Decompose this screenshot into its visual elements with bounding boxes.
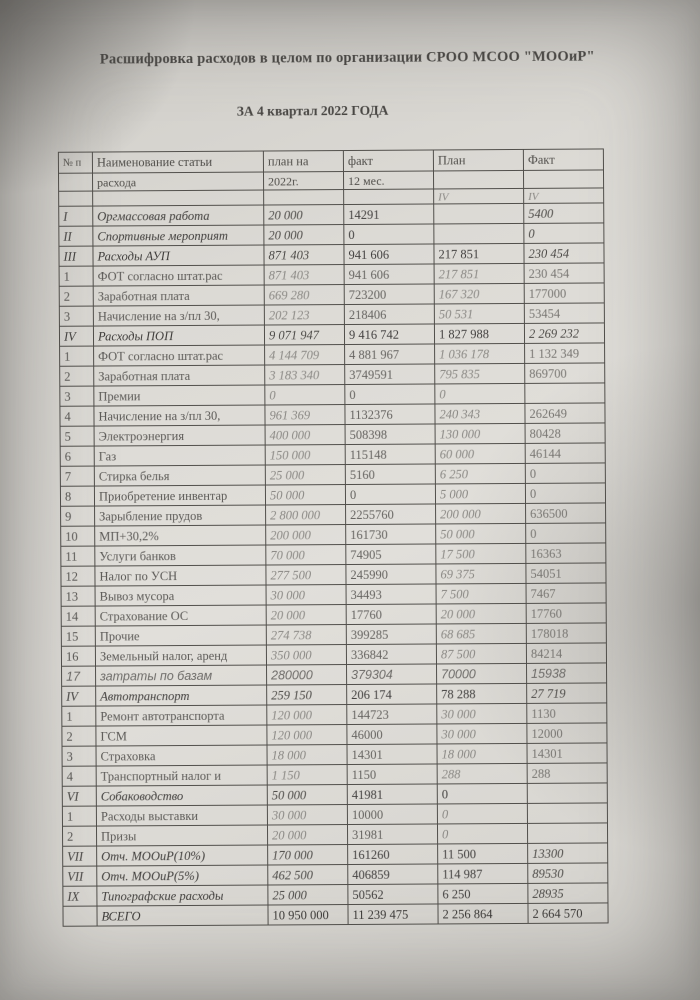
cell-c1: 277 500 (266, 565, 346, 585)
cell-c3: 6 250 (438, 883, 528, 904)
cell-c1: 70 000 (266, 545, 346, 565)
cell-c3: 1 036 178 (435, 343, 525, 364)
cell-c2: 144723 (347, 704, 437, 725)
cell-name: ВСЕГО (97, 905, 268, 926)
cell-num: I (59, 206, 93, 226)
cell-name: Прочие (95, 625, 266, 646)
cell-c1: 30 000 (266, 585, 346, 605)
cell-c2: 14291 (344, 204, 434, 225)
cell-num: VII (63, 866, 97, 886)
cell-c4: 2 269 232 (524, 323, 604, 343)
cell-c2: 0 (345, 484, 435, 505)
header-name: Наименование статьи (92, 151, 263, 173)
cell-num: 3 (59, 306, 93, 326)
cell-c3: 2 256 864 (438, 903, 528, 924)
cell-c1: 25 000 (265, 465, 345, 485)
cell-c2: 941 606 (344, 264, 434, 285)
cell-c2: 31981 (347, 824, 437, 845)
cell-c2: 4 881 967 (345, 344, 435, 365)
cell-name: Земельный налог, аренд (95, 645, 266, 666)
cell-c2: 41981 (347, 784, 437, 805)
cell-c4: 0 (525, 483, 605, 503)
cell-num: II (59, 226, 93, 246)
cell-c1: 3 183 340 (265, 365, 345, 385)
cell-c2: 3749591 (345, 364, 435, 385)
cell-name: Газ (94, 445, 265, 466)
cell-c3 (434, 223, 524, 244)
cell-name: Страхование ОС (95, 605, 266, 626)
cell-c3: 200 000 (436, 503, 526, 524)
cell-num: 1 (62, 806, 96, 826)
cell-num: 10 (61, 526, 95, 546)
cell-name: Собаководство (96, 785, 267, 806)
header-blank (93, 190, 264, 206)
header-quarter-fact: IV (524, 188, 604, 203)
cell-c3: 0 (435, 383, 525, 404)
cell-name: Призы (96, 825, 267, 846)
cell-c1: 669 280 (264, 285, 344, 305)
cell-c4: 7467 (526, 583, 606, 603)
cell-c3: 69 375 (436, 563, 526, 584)
cell-c3: 60 000 (435, 443, 525, 464)
cell-num: 1 (59, 266, 93, 286)
cell-c2: 1132376 (345, 404, 435, 425)
cell-c1: 50 000 (265, 485, 345, 505)
cell-num: IV (62, 686, 96, 706)
header-quarter-plan: IV (434, 188, 524, 204)
cell-c2: 9 416 742 (344, 324, 434, 345)
cell-name: Транспортный налог и (96, 765, 267, 786)
cell-c3: 87 500 (436, 643, 526, 664)
cell-c1: 120 000 (267, 705, 347, 725)
document-title: Расшифровка расходов в целом по организации СРОО МСОО "МООиР" (99, 48, 595, 68)
cell-num: 7 (60, 466, 94, 486)
cell-c3: 795 835 (435, 363, 525, 384)
cell-c2: 46000 (347, 724, 437, 745)
cell-c3: 20 000 (436, 603, 526, 624)
cell-num: 2 (60, 366, 94, 386)
cell-c3: 1 827 988 (434, 323, 524, 344)
cell-num: 3 (60, 386, 94, 406)
cell-num: 17 (62, 666, 96, 686)
cell-name: Начисление на з/пл 30, (93, 305, 264, 326)
cell-name: Стирка белья (94, 465, 265, 486)
cell-c4: 178018 (526, 623, 606, 643)
cell-c4: 288 (527, 763, 607, 783)
cell-c2: 161260 (348, 844, 438, 865)
cell-c1: 20 000 (267, 825, 347, 845)
header-num-blank (58, 173, 92, 191)
cell-name: затраты по базам (96, 665, 267, 686)
cell-num: III (59, 246, 93, 266)
cell-c2: 5160 (345, 464, 435, 485)
cell-c2: 206 174 (347, 684, 437, 705)
cell-c3: 130 000 (435, 423, 525, 444)
cell-c1: 10 950 000 (268, 905, 348, 925)
cell-num: 9 (61, 506, 95, 526)
cell-c4: 869700 (525, 363, 605, 383)
cell-c1: 871 403 (264, 265, 344, 285)
cell-c4: 262649 (525, 403, 605, 423)
cell-c3: 217 851 (434, 263, 524, 284)
cell-name: Услуги банков (95, 545, 266, 566)
cell-c4 (525, 383, 605, 403)
cell-num: 16 (61, 646, 95, 666)
cell-c4: 230 454 (524, 263, 604, 283)
cell-c1: 0 (265, 385, 345, 405)
cell-c1: 202 123 (264, 305, 344, 325)
cell-c4: 5400 (524, 203, 604, 223)
cell-c4: 27 719 (527, 683, 607, 703)
cell-c3: 17 500 (436, 543, 526, 564)
cell-c3: 0 (437, 823, 527, 844)
cell-c4: 0 (525, 463, 605, 483)
cell-num (63, 906, 97, 926)
cell-c1: 120 000 (267, 725, 347, 745)
cell-name: Начисление на з/пл 30, (94, 405, 265, 426)
cell-num: 1 (60, 346, 94, 366)
cell-name: Оргмассовая работа (93, 205, 264, 226)
cell-name: Электроэнергия (94, 425, 265, 446)
cell-c3: 78 288 (437, 683, 527, 704)
cell-name: ГСМ (96, 725, 267, 746)
cell-num: 4 (62, 766, 96, 786)
header-plan-year-2: 2022г. (263, 172, 343, 190)
cell-c4: 89530 (528, 863, 608, 883)
cell-c3: 30 000 (437, 723, 527, 744)
cell-name: Ремонт автотранспорта (96, 705, 267, 726)
cell-num: 2 (59, 286, 93, 306)
cell-c1: 1 150 (267, 765, 347, 785)
cell-c2: 379304 (347, 664, 437, 685)
cell-c2: 34493 (346, 584, 436, 605)
cell-c4: 12000 (527, 723, 607, 743)
cell-c2: 406859 (348, 864, 438, 885)
cell-c2: 399285 (346, 624, 436, 645)
header-blank (264, 190, 344, 205)
cell-c3: 30 000 (437, 703, 527, 724)
cell-c3: 18 000 (437, 743, 527, 764)
cell-name: ФОТ согласно штат.рас (94, 345, 265, 366)
cell-c4: 80428 (525, 423, 605, 443)
cell-c3: 50 000 (436, 523, 526, 544)
cell-name: Приобретение инвентар (94, 485, 265, 506)
cell-name: Страховка (96, 745, 267, 766)
cell-c4: 84214 (526, 643, 606, 663)
cell-c3: 6 250 (435, 463, 525, 484)
header-fact-12m: факт (343, 150, 433, 172)
cell-name: Премии (94, 385, 265, 406)
cell-c4: 54051 (526, 563, 606, 583)
cell-c3 (434, 203, 524, 224)
cell-c2: 115148 (345, 444, 435, 465)
cell-c2: 0 (344, 224, 434, 245)
cell-c2: 218406 (344, 304, 434, 325)
cell-c4 (527, 823, 607, 843)
cell-c1: 400 000 (265, 425, 345, 445)
cell-c1: 4 144 709 (265, 345, 345, 365)
cell-c3: 70000 (437, 663, 527, 684)
cell-c3: 240 343 (435, 403, 525, 424)
cell-c4: 14301 (527, 743, 607, 763)
cell-c4: 15938 (527, 663, 607, 683)
cell-c2: 336842 (346, 644, 436, 665)
cell-num: VII (63, 846, 97, 866)
cell-c2: 11 239 475 (348, 904, 438, 925)
cell-c1: 200 000 (266, 525, 346, 545)
cell-num: 8 (60, 486, 94, 506)
cell-c4: 636500 (526, 503, 606, 523)
cell-c1: 20 000 (266, 605, 346, 625)
cell-name: Заработная плата (94, 365, 265, 386)
cell-c4: 0 (524, 223, 604, 243)
cell-c1: 20 000 (264, 205, 344, 225)
cell-c2: 50562 (348, 884, 438, 905)
cell-name: ФОТ согласно штат.рас (93, 265, 264, 286)
table-row (63, 903, 608, 926)
cell-num: 3 (62, 746, 96, 766)
cell-name: Расходы выставки (96, 805, 267, 826)
cell-c1: 20 000 (264, 225, 344, 245)
cell-c2: 14301 (347, 744, 437, 765)
header-fact-12m-2: 12 мес. (343, 171, 433, 190)
cell-name: Расходы ПОП (93, 325, 264, 346)
cell-c4: 53454 (524, 303, 604, 323)
cell-name: Заработная плата (93, 285, 264, 306)
cell-c3: 0 (437, 803, 527, 824)
cell-c1: 871 403 (264, 245, 344, 265)
cell-c1: 259 150 (267, 685, 347, 705)
cell-c4: 1 132 349 (525, 343, 605, 363)
cell-name: МП+30,2% (95, 525, 266, 546)
cell-c4 (527, 783, 607, 803)
cell-name: Зарыбление прудов (95, 505, 266, 526)
cell-c4: 0 (526, 523, 606, 543)
cell-name: Налог по УСН (95, 565, 266, 586)
cell-c3: 7 500 (436, 583, 526, 604)
cell-c4: 230 454 (524, 243, 604, 263)
document-subtitle: ЗА 4 квартал 2022 ГОДА (236, 102, 389, 119)
cell-c2: 0 (345, 384, 435, 405)
cell-num: 4 (60, 406, 94, 426)
cell-c3: 68 685 (436, 623, 526, 644)
cell-c3: 167 320 (434, 283, 524, 304)
cell-c1: 274 738 (266, 625, 346, 645)
cell-num: 13 (61, 586, 95, 606)
cell-c2: 941 606 (344, 244, 434, 265)
header-name-2: расхода (92, 172, 263, 191)
cell-c4: 28935 (528, 883, 608, 903)
header-plan-year: план на (263, 151, 343, 172)
cell-num: 2 (62, 726, 96, 746)
header-blank (59, 191, 93, 206)
cell-num: IV (59, 326, 93, 346)
cell-name: Автотранспорт (96, 685, 267, 706)
cell-name: Типографские расходы (97, 885, 268, 906)
expense-table-body (59, 203, 608, 926)
cell-c1: 9 071 947 (264, 325, 344, 345)
header-num: № п (58, 152, 92, 173)
cell-c1: 2 800 000 (266, 505, 346, 525)
cell-c1: 25 000 (268, 885, 348, 905)
cell-c3: 5 000 (435, 483, 525, 504)
cell-name: Отч. МООиР(5%) (97, 865, 268, 886)
header-blank (344, 189, 434, 205)
cell-c4: 177000 (524, 283, 604, 303)
cell-c1: 150 000 (265, 445, 345, 465)
cell-num: 12 (61, 566, 95, 586)
cell-c3: 50 531 (434, 303, 524, 324)
cell-c3: 11 500 (438, 843, 528, 864)
cell-num: 6 (60, 446, 94, 466)
cell-name: Спортивные мероприят (93, 225, 264, 246)
cell-c2: 1150 (347, 764, 437, 785)
cell-c3: 217 851 (434, 243, 524, 264)
cell-c2: 723200 (344, 284, 434, 305)
cell-name: Расходы АУП (93, 245, 264, 266)
cell-c4: 46144 (525, 443, 605, 463)
cell-num: 2 (62, 826, 96, 846)
cell-num: 15 (61, 626, 95, 646)
cell-c1: 961 369 (265, 405, 345, 425)
cell-c4: 16363 (526, 543, 606, 563)
cell-num: 5 (60, 426, 94, 446)
header-fact-q: Факт (523, 149, 603, 170)
cell-c4: 17760 (526, 603, 606, 623)
cell-c4: 1130 (527, 703, 607, 723)
header-plan-q: План (433, 149, 523, 171)
expense-table (58, 148, 609, 926)
cell-c1: 350 000 (266, 645, 346, 665)
cell-c4 (527, 803, 607, 823)
cell-c2: 2255760 (346, 504, 436, 525)
cell-c1: 50 000 (267, 785, 347, 805)
cell-c2: 10000 (347, 804, 437, 825)
cell-c2: 245990 (346, 564, 436, 585)
cell-c1: 18 000 (267, 745, 347, 765)
cell-c3: 0 (437, 783, 527, 804)
cell-c3: 288 (437, 763, 527, 784)
cell-c1: 30 000 (267, 805, 347, 825)
header-fact-q-blank (523, 170, 603, 188)
cell-c2: 508398 (345, 424, 435, 445)
cell-c4: 2 664 570 (528, 903, 608, 923)
cell-c3: 114 987 (438, 863, 528, 884)
cell-num: 14 (61, 606, 95, 626)
cell-c1: 170 000 (268, 845, 348, 865)
header-plan-q-blank (433, 170, 523, 189)
cell-num: 1 (62, 706, 96, 726)
cell-num: IX (63, 886, 97, 906)
cell-c2: 74905 (346, 544, 436, 565)
cell-c1: 280000 (267, 665, 347, 685)
cell-name: Вывоз мусора (95, 585, 266, 606)
cell-c1: 462 500 (268, 865, 348, 885)
cell-name: Отч. МООиР(10%) (97, 845, 268, 866)
cell-c4: 13300 (528, 843, 608, 863)
cell-c2: 161730 (346, 524, 436, 545)
cell-c2: 17760 (346, 604, 436, 625)
cell-num: VI (62, 786, 96, 806)
expense-table-header (58, 149, 603, 206)
cell-num: 11 (61, 546, 95, 566)
